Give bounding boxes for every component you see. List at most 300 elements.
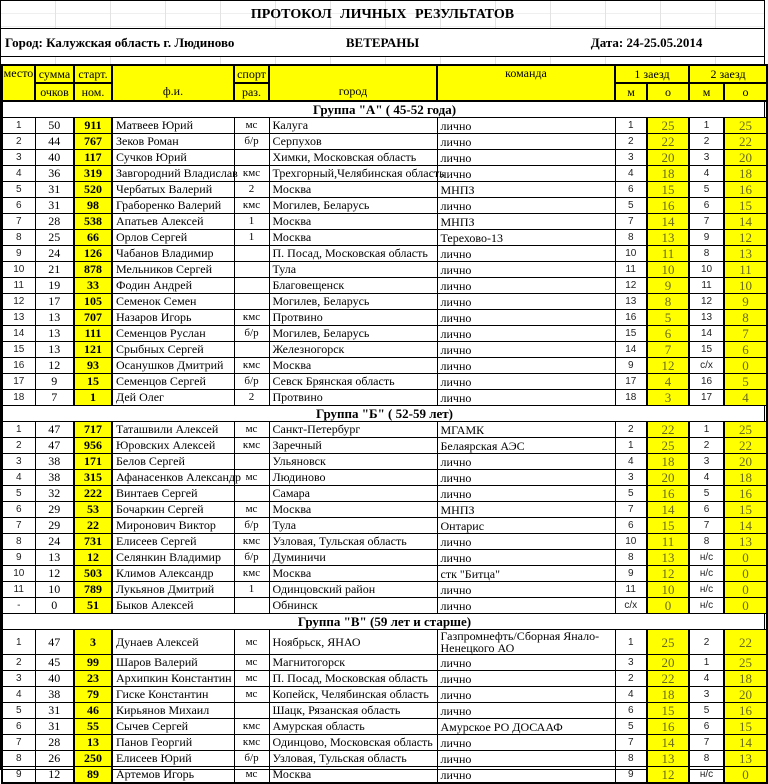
cell-heat1-points: 22 [647,671,689,687]
cell-city: Заречный [269,438,437,454]
cell-start-number: 13 [74,735,112,751]
table-row [2,326,767,342]
cell-place: 15 [2,342,35,358]
cell-team: МНПЗ [437,502,615,518]
cell-start-number: 767 [74,134,112,150]
cell-heat2-place: 3 [689,687,724,703]
cell-place: 2 [2,655,35,671]
cell-heat2-points: 22 [724,438,767,454]
cell-heat1-place: 8 [615,550,647,566]
table-row [2,598,767,614]
date-label: Дата: 24-25.05.2014 [590,34,703,50]
cell-start-number: 79 [74,687,112,703]
cell-heat1-points: 20 [647,150,689,166]
cell-heat1-points: 11 [647,246,689,262]
cell-place: 7 [2,518,35,534]
sheet-gap [1,57,764,64]
cell-team: лично [437,150,615,166]
cell-sport-rank: мс [234,502,269,518]
cell-points-sum: 47 [35,422,74,438]
cell-heat2-place: 17 [689,390,724,406]
cell-team: лично [437,470,615,486]
cell-heat1-points: 0 [647,598,689,614]
cell-team: лично [437,655,615,671]
cell-heat1-place: 14 [615,342,647,358]
cell-points-sum: 13 [35,550,74,566]
cell-heat1-points: 5 [647,310,689,326]
cell-sport-rank [234,342,269,358]
cell-city: Протвино [269,310,437,326]
cell-heat2-place: н/с [689,767,724,784]
cell-points-sum: 29 [35,502,74,518]
cell-points-sum: 38 [35,470,74,486]
cell-heat2-points: 14 [724,518,767,534]
cell-start-number: 51 [74,598,112,614]
cell-place: 5 [2,182,35,198]
cell-heat1-points: 13 [647,230,689,246]
table-row [2,422,767,438]
cell-place: 3 [2,671,35,687]
results-body [2,101,767,783]
cell-heat1-points: 13 [647,550,689,566]
cell-heat2-place: 14 [689,326,724,342]
cell-heat2-place: 6 [689,719,724,735]
table-row [2,342,767,358]
cell-racer-name: Лукьянов Дмитрий [112,582,234,598]
cell-points-sum: 12 [35,566,74,582]
cell-city: Санкт-Петербург [269,422,437,438]
cell-racer-name: Юровских Алексей [112,438,234,454]
col-header-points-bottom: очков [35,83,74,101]
cell-place: 11 [2,582,35,598]
cell-heat2-place: н/с [689,566,724,582]
cell-team: лично [437,358,615,374]
cell-heat1-points: 25 [647,118,689,134]
cell-sport-rank [234,703,269,719]
cell-heat1-points: 25 [647,438,689,454]
cell-heat2-place: 11 [689,278,724,294]
cell-racer-name: Сычев Сергей [112,719,234,735]
cell-place: 3 [2,454,35,470]
cell-sport-rank [234,150,269,166]
cell-points-sum: 47 [35,630,74,655]
cell-heat1-points: 12 [647,358,689,374]
table-row [2,374,767,390]
cell-sport-rank: мс [234,630,269,655]
cell-sport-rank: кмс [234,735,269,751]
cell-team: лично [437,767,615,784]
cell-heat2-place: 3 [689,454,724,470]
cell-heat1-place: 12 [615,278,647,294]
cell-sport-rank: 2 [234,182,269,198]
cell-heat2-place: с/х [689,358,724,374]
cell-place: 2 [2,134,35,150]
cell-racer-name: Архипкин Константин [112,671,234,687]
cell-heat2-place: 1 [689,422,724,438]
cell-heat2-points: 0 [724,767,767,784]
table-row [2,230,767,246]
category-label: ВЕТЕРАНЫ [345,34,420,50]
cell-heat2-place: 2 [689,438,724,454]
cell-start-number: 707 [74,310,112,326]
cell-heat1-points: 13 [647,751,689,767]
cell-sport-rank: кмс [234,358,269,374]
cell-city: Одинцово, Московская область [269,735,437,751]
cell-place: 4 [2,166,35,182]
cell-points-sum: 38 [35,454,74,470]
cell-team: лично [437,390,615,406]
col-header-heat1: 1 заезд [615,65,689,83]
cell-heat2-points: 20 [724,150,767,166]
group-header: Группа "В" (59 лет и старше) [2,614,767,630]
cell-city: Москва [269,566,437,582]
table-row [2,767,767,784]
cell-heat2-points: 0 [724,550,767,566]
cell-racer-name: Шаров Валерий [112,655,234,671]
cell-racer-name: Белов Сергей [112,454,234,470]
table-row [2,310,767,326]
cell-points-sum: 32 [35,486,74,502]
cell-heat2-points: 15 [724,198,767,214]
cell-racer-name: Винтаев Сергей [112,486,234,502]
cell-place: 5 [2,486,35,502]
cell-sport-rank: мс [234,422,269,438]
cell-sport-rank: б/р [234,751,269,767]
table-row [2,454,767,470]
cell-city: Севск Брянская область [269,374,437,390]
cell-heat2-place: 2 [689,134,724,150]
cell-sport-rank [234,262,269,278]
cell-start-number: 126 [74,246,112,262]
cell-place: 13 [2,310,35,326]
table-row [2,566,767,582]
table-row [2,703,767,719]
cell-racer-name: Климов Александр [112,566,234,582]
cell-heat2-place: н/с [689,598,724,614]
cell-points-sum: 9 [35,374,74,390]
cell-team: лично [437,486,615,502]
cell-heat2-points: 25 [724,422,767,438]
table-row [2,166,767,182]
cell-sport-rank: 1 [234,214,269,230]
cell-heat2-points: 13 [724,534,767,550]
col-header-rank-top: спорт [234,65,269,83]
cell-team: лично [437,294,615,310]
cell-racer-name: Гиске Константин [112,687,234,703]
cell-heat1-place: 2 [615,671,647,687]
cell-heat2-place: 8 [689,246,724,262]
cell-racer-name: Сучков Юрий [112,150,234,166]
cell-sport-rank: 1 [234,230,269,246]
cell-heat1-points: 10 [647,262,689,278]
cell-city: Железногорск [269,342,437,358]
cell-racer-name: Артемов Игорь [112,767,234,784]
cell-points-sum: 7 [35,390,74,406]
cell-heat2-place: 5 [689,182,724,198]
cell-heat2-points: 14 [724,214,767,230]
cell-heat1-place: 6 [615,703,647,719]
table-row [2,262,767,278]
cell-sport-rank [234,598,269,614]
cell-heat1-points: 7 [647,342,689,358]
cell-heat1-points: 15 [647,182,689,198]
cell-heat1-place: 7 [615,735,647,751]
cell-heat1-place: 5 [615,198,647,214]
table-row [2,118,767,134]
cell-city: Самара [269,486,437,502]
cell-place: 6 [2,198,35,214]
cell-points-sum: 31 [35,182,74,198]
cell-city: Узловая, Тульская область [269,534,437,550]
cell-heat2-place: 13 [689,310,724,326]
cell-sport-rank: б/р [234,134,269,150]
cell-racer-name: Срыбных Сергей [112,342,234,358]
cell-points-sum: 31 [35,198,74,214]
cell-heat2-place: 2 [689,630,724,655]
cell-heat1-place: 1 [615,438,647,454]
cell-heat2-points: 25 [724,655,767,671]
cell-team: стк "Битца" [437,566,615,582]
cell-heat2-points: 5 [724,374,767,390]
cell-heat2-place: 16 [689,374,724,390]
cell-team: лично [437,118,615,134]
cell-place: - [2,598,35,614]
group-header-row [2,101,767,118]
cell-start-number: 22 [74,518,112,534]
cell-heat2-place: 6 [689,198,724,214]
cell-sport-rank: мс [234,118,269,134]
cell-heat2-place: 7 [689,518,724,534]
table-row [2,719,767,735]
cell-racer-name: Фодин Андрей [112,278,234,294]
cell-start-number: 3 [74,630,112,655]
cell-team: лично [437,262,615,278]
cell-racer-name: Апатьев Алексей [112,214,234,230]
cell-team: лично [437,454,615,470]
cell-heat1-place: 9 [615,566,647,582]
cell-start-number: 12 [74,550,112,566]
cell-place: 4 [2,470,35,486]
cell-heat2-points: 4 [724,390,767,406]
info-row [1,28,764,57]
cell-heat1-place: 1 [615,118,647,134]
cell-racer-name: Елисеев Юрий [112,751,234,767]
cell-heat2-points: 0 [724,582,767,598]
cell-sport-rank: кмс [234,166,269,182]
cell-points-sum: 10 [35,582,74,598]
cell-racer-name: Матвеев Юрий [112,118,234,134]
cell-team: МНПЗ [437,214,615,230]
cell-racer-name: Кирьянов Михаил [112,703,234,719]
cell-sport-rank [234,278,269,294]
cell-team: Газпромнефть/Сборная Янало-Ненецкого АО [437,630,615,655]
cell-points-sum: 47 [35,438,74,454]
cell-place: 12 [2,294,35,310]
cell-heat1-place: 10 [615,534,647,550]
cell-city: Протвино [269,390,437,406]
cell-points-sum: 19 [35,278,74,294]
table-row [2,198,767,214]
cell-team: лично [437,703,615,719]
cell-points-sum: 13 [35,342,74,358]
cell-points-sum: 13 [35,326,74,342]
cell-team: Терехово-13 [437,230,615,246]
cell-heat2-place: 1 [689,118,724,134]
cell-team: лично [437,310,615,326]
cell-heat2-points: 25 [724,118,767,134]
cell-team: лично [437,751,615,767]
cell-team: лично [437,326,615,342]
cell-heat1-points: 25 [647,630,689,655]
cell-racer-name: Граборенко Валерий [112,198,234,214]
cell-heat1-place: 1 [615,630,647,655]
cell-start-number: 538 [74,214,112,230]
cell-heat2-points: 22 [724,630,767,655]
table-row [2,470,767,486]
cell-heat2-points: 0 [724,566,767,582]
cell-points-sum: 31 [35,703,74,719]
cell-place: 17 [2,374,35,390]
cell-sport-rank: кмс [234,566,269,582]
col-header-team: команда [437,65,615,101]
cell-place: 3 [2,150,35,166]
cell-sport-rank [234,246,269,262]
table-row [2,150,767,166]
cell-place: 16 [2,358,35,374]
cell-place: 6 [2,502,35,518]
cell-city: П. Посад, Московская область [269,246,437,262]
cell-city: Москва [269,214,437,230]
cell-city: Думиничи [269,550,437,566]
group-header-row [2,406,767,422]
table-row [2,550,767,566]
cell-heat1-points: 8 [647,294,689,310]
cell-points-sum: 26 [35,751,74,767]
cell-points-sum: 45 [35,655,74,671]
cell-heat2-points: 16 [724,703,767,719]
cell-heat1-place: 15 [615,326,647,342]
sheet-top-margin [1,1,764,28]
cell-heat1-points: 16 [647,719,689,735]
col-header-heat2-points: о [724,83,767,101]
cell-city: Узловая, Тульская область [269,751,437,767]
cell-place: 10 [2,262,35,278]
cell-start-number: 911 [74,118,112,134]
cell-heat1-place: 11 [615,262,647,278]
cell-points-sum: 38 [35,687,74,703]
cell-racer-name: Дунаев Алексей [112,630,234,655]
cell-start-number: 315 [74,470,112,486]
col-header-heat2-place: м [689,83,724,101]
cell-heat2-points: 9 [724,294,767,310]
cell-team: Онтарис [437,518,615,534]
cell-heat2-points: 18 [724,470,767,486]
cell-heat1-points: 22 [647,134,689,150]
group-header-row [2,614,767,630]
cell-start-number: 1 [74,390,112,406]
cell-racer-name: Осанушков Дмитрий [112,358,234,374]
cell-city: Тула [269,518,437,534]
cell-start-number: 98 [74,198,112,214]
cell-heat2-points: 6 [724,342,767,358]
cell-start-number: 319 [74,166,112,182]
cell-sport-rank: мс [234,671,269,687]
cell-start-number: 503 [74,566,112,582]
cell-heat2-points: 11 [724,262,767,278]
cell-heat1-place: 8 [615,751,647,767]
cell-heat1-place: 2 [615,422,647,438]
cell-city: Амурская область [269,719,437,735]
cell-heat1-place: 6 [615,518,647,534]
cell-start-number: 956 [74,438,112,454]
cell-racer-name: Семенок Семен [112,294,234,310]
cell-heat1-place: 9 [615,767,647,784]
col-header-heat1-place: м [615,83,647,101]
cell-heat2-points: 18 [724,671,767,687]
table-row [2,486,767,502]
col-header-num-bottom: ном. [74,83,112,101]
cell-points-sum: 36 [35,166,74,182]
cell-points-sum: 50 [35,118,74,134]
cell-points-sum: 24 [35,534,74,550]
cell-heat1-place: 7 [615,502,647,518]
cell-heat2-points: 0 [724,358,767,374]
table-row [2,182,767,198]
cell-sport-rank: мс [234,655,269,671]
cell-heat1-place: 3 [615,470,647,486]
cell-heat1-place: с/х [615,598,647,614]
table-row [2,735,767,751]
col-header-place: место [2,65,35,101]
table-row [2,214,767,230]
cell-racer-name: Бочаркин Сергей [112,502,234,518]
cell-start-number: 15 [74,374,112,390]
cell-team: Амурское РО ДОСААФ [437,719,615,735]
cell-sport-rank: 2 [234,390,269,406]
cell-points-sum: 0 [35,598,74,614]
cell-city: П. Посад, Московская область [269,671,437,687]
cell-city: Москва [269,502,437,518]
col-header-heat2: 2 заезд [689,65,767,83]
cell-start-number: 789 [74,582,112,598]
cell-heat1-points: 3 [647,390,689,406]
cell-points-sum: 44 [35,134,74,150]
table-row [2,438,767,454]
cell-heat2-place: 1 [689,655,724,671]
cell-racer-name: Елисеев Сергей [112,534,234,550]
cell-start-number: 250 [74,751,112,767]
cell-sport-rank: 1 [234,582,269,598]
cell-place: 10 [2,566,35,582]
cell-points-sum: 31 [35,719,74,735]
cell-heat2-place: 6 [689,502,724,518]
cell-heat1-place: 16 [615,310,647,326]
cell-sport-rank: б/р [234,326,269,342]
cell-start-number: 117 [74,150,112,166]
cell-racer-name: Зеков Роман [112,134,234,150]
cell-start-number: 111 [74,326,112,342]
cell-points-sum: 29 [35,518,74,534]
cell-city: Москва [269,182,437,198]
cell-heat1-place: 5 [615,719,647,735]
cell-city: Могилев, Беларусь [269,294,437,310]
cell-sport-rank: кмс [234,534,269,550]
cell-heat1-points: 14 [647,735,689,751]
table-row [2,246,767,262]
cell-team: лично [437,134,615,150]
cell-city: Москва [269,230,437,246]
cell-city: Обнинск [269,598,437,614]
